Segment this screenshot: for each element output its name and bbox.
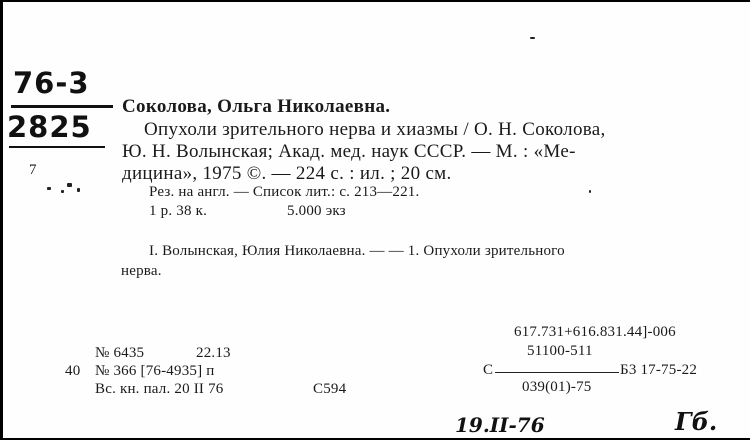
scan-speck [77,188,80,192]
scan-speck [589,190,591,193]
handwritten-initials: Гб. [675,407,718,436]
handwritten-date: 19.II-76 [455,413,545,437]
scan-speck [67,183,72,187]
inventory-code: C594 [313,381,347,397]
series-right: Б3 17-75-22 [620,362,698,378]
series-left: C [483,362,494,378]
inventory-value: 22.13 [196,345,231,361]
class-code: 51100-511 [527,343,593,359]
tracings-line-1: I. Волынская, Юлия Николаевна. — — 1. Опухоли зрительного [149,243,565,259]
edition-code: 039(01)-75 [522,379,592,395]
author-heading: Соколова, Ольга Николаевна. [122,96,391,117]
inventory-line-2: № 366 [76-4935] п [95,363,215,379]
title-line-3: дицина», 1975 ©. — 224 с. : ил. ; 20 см. [122,163,452,184]
call-number-top: 76-3 [13,66,90,100]
margin-mark: 7 [29,162,37,178]
notes-line: Рез. на англ. — Список лит.: с. 213—221. [149,184,420,200]
scan-speck [47,187,51,190]
call-number-bottom: 2825 [7,110,92,144]
call-number-underline [9,146,105,148]
call-number-divider [11,105,113,108]
price-copies: 5.000 экз [287,203,346,219]
inventory-number: № 6435 [95,345,145,361]
inventory-margin: 40 [65,363,81,379]
scan-speck [530,37,535,39]
title-line-1: Опухоли зрительного нерва и хиазмы / О. Н. Соколова, [144,119,606,140]
scan-speck [61,190,64,193]
title-line-2: Ю. Н. Волынская; Акад. мед. наук СССР. — М. : «Ме- [122,141,576,162]
series-dash [495,372,619,373]
inventory-line-3: Вс. кн. пал. 20 II 76 [95,381,224,397]
price-rub: 1 р. 38 к. [149,203,208,219]
tracings-line-2: нерва. [121,263,162,279]
udc-index: 617.731+616.831.44]-006 [514,324,676,340]
